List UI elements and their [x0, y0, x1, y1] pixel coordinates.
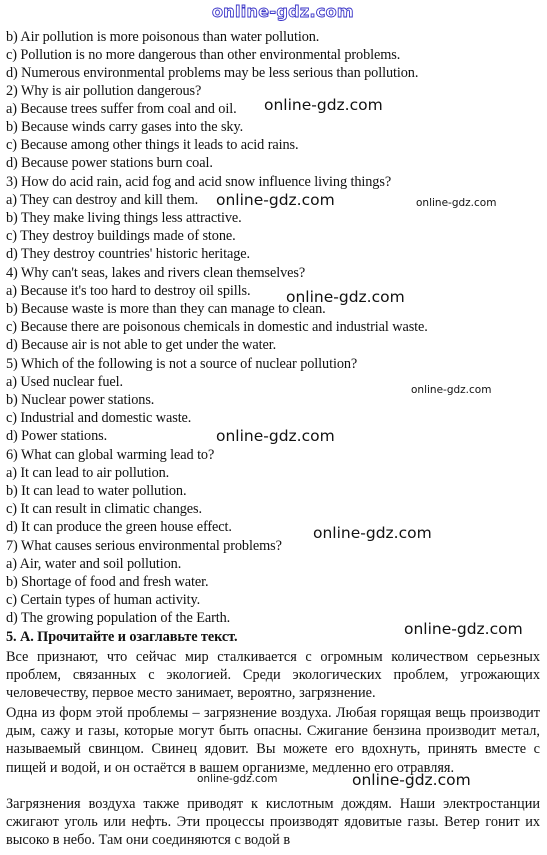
text-paragraph: Одна из форм этой проблемы – загрязнение воздуха. Любая горящая вещь производит дым, сажу и газы, которые могут быть опасны. Сжигание бензина производит метал, называемый свинцом. Свинец ядовит. Вы можете его вдохнуть, принять вместе с пищей и водой, и он остаётся в вашем организме, медленно его отравляя.	[6, 705, 540, 776]
answer-option: a) They can destroy and kill them.	[6, 192, 199, 208]
question: 4) Why can't seas, lakes and rivers clean themselves?	[6, 265, 306, 281]
text-paragraph: Загрязнения воздуха также приводят к кислотным дождям. Наши электростанции сжигают уголь или нефть. Эти процессы производят ядовитые газы. Ветер гонит их высоко в небо. Там они соединяются с водой в	[6, 796, 540, 849]
answer-option: d) They destroy countries' historic heritage.	[6, 246, 250, 262]
answer-option: b) They make living things less attractive.	[6, 210, 242, 226]
answer-option: b) Shortage of food and fresh water.	[6, 574, 209, 590]
answer-option: c) Pollution is no more dangerous than other environmental problems.	[6, 47, 401, 63]
answer-option: a) Air, water and soil pollution.	[6, 556, 182, 572]
answer-option: c) Because among other things it leads to acid rains.	[6, 137, 299, 153]
site-watermark-header: online-gdz.com	[212, 2, 354, 21]
answer-option: a) Because trees suffer from coal and oil.	[6, 101, 237, 117]
site-watermark: online-gdz.com	[352, 771, 471, 789]
site-watermark: online-gdz.com	[197, 773, 278, 785]
answer-option: b) Air pollution is more poisonous than water pollution.	[6, 29, 320, 45]
site-watermark: online-gdz.com	[286, 288, 405, 306]
answer-option: d) The growing population of the Earth.	[6, 610, 231, 626]
site-watermark: online-gdz.com	[216, 191, 335, 209]
question: 3) How do acid rain, acid fog and acid snow influence living things?	[6, 174, 392, 190]
answer-option: a) Used nuclear fuel.	[6, 374, 123, 390]
site-watermark: online-gdz.com	[216, 427, 335, 445]
answer-option: d) Power stations.	[6, 428, 108, 444]
answer-option: b) Because winds carry gases into the sky.	[6, 119, 244, 135]
question: 5) Which of the following is not a source of nuclear pollution?	[6, 356, 358, 372]
answer-option: b) It can lead to water pollution.	[6, 483, 187, 499]
task-heading: 5. А. Прочитайте и озаглавьте текст.	[6, 629, 238, 645]
answer-option: a) It can lead to air pollution.	[6, 465, 170, 481]
site-watermark: online-gdz.com	[264, 96, 383, 114]
site-watermark: online-gdz.com	[416, 197, 497, 209]
answer-option: d) Because power stations burn coal.	[6, 155, 213, 171]
site-watermark: online-gdz.com	[404, 620, 523, 638]
answer-option: b) Because waste is more than they can manage to clean.	[6, 301, 326, 317]
question: 6) What can global warming lead to?	[6, 447, 215, 463]
answer-option: c) Certain types of human activity.	[6, 592, 201, 608]
question: 2) Why is air pollution dangerous?	[6, 83, 202, 99]
site-watermark: online-gdz.com	[411, 384, 492, 396]
answer-option: c) It can result in climatic changes.	[6, 501, 202, 517]
answer-option: d) Numerous environmental problems may be less serious than pollution.	[6, 65, 419, 81]
answer-option: d) It can produce the green house effect.	[6, 519, 232, 535]
site-watermark: online-gdz.com	[313, 524, 432, 542]
answer-option: b) Nuclear power stations.	[6, 392, 155, 408]
answer-option: d) Because air is not able to get under the water.	[6, 337, 277, 353]
answer-option: c) They destroy buildings made of stone.	[6, 228, 236, 244]
question: 7) What causes serious environmental problems?	[6, 538, 282, 554]
answer-option: c) Industrial and domestic waste.	[6, 410, 192, 426]
answer-option: c) Because there are poisonous chemicals in domestic and industrial waste.	[6, 319, 428, 335]
answer-option: a) Because it's too hard to destroy oil spills.	[6, 283, 251, 299]
text-paragraph: Все признают, что сейчас мир сталкивается с огромным количеством серьезных проблем, связанных с экологией. Среди экологических проблем, угрожающих человечеству, первое место занимает, вероятно, загрязнение.	[6, 649, 540, 702]
